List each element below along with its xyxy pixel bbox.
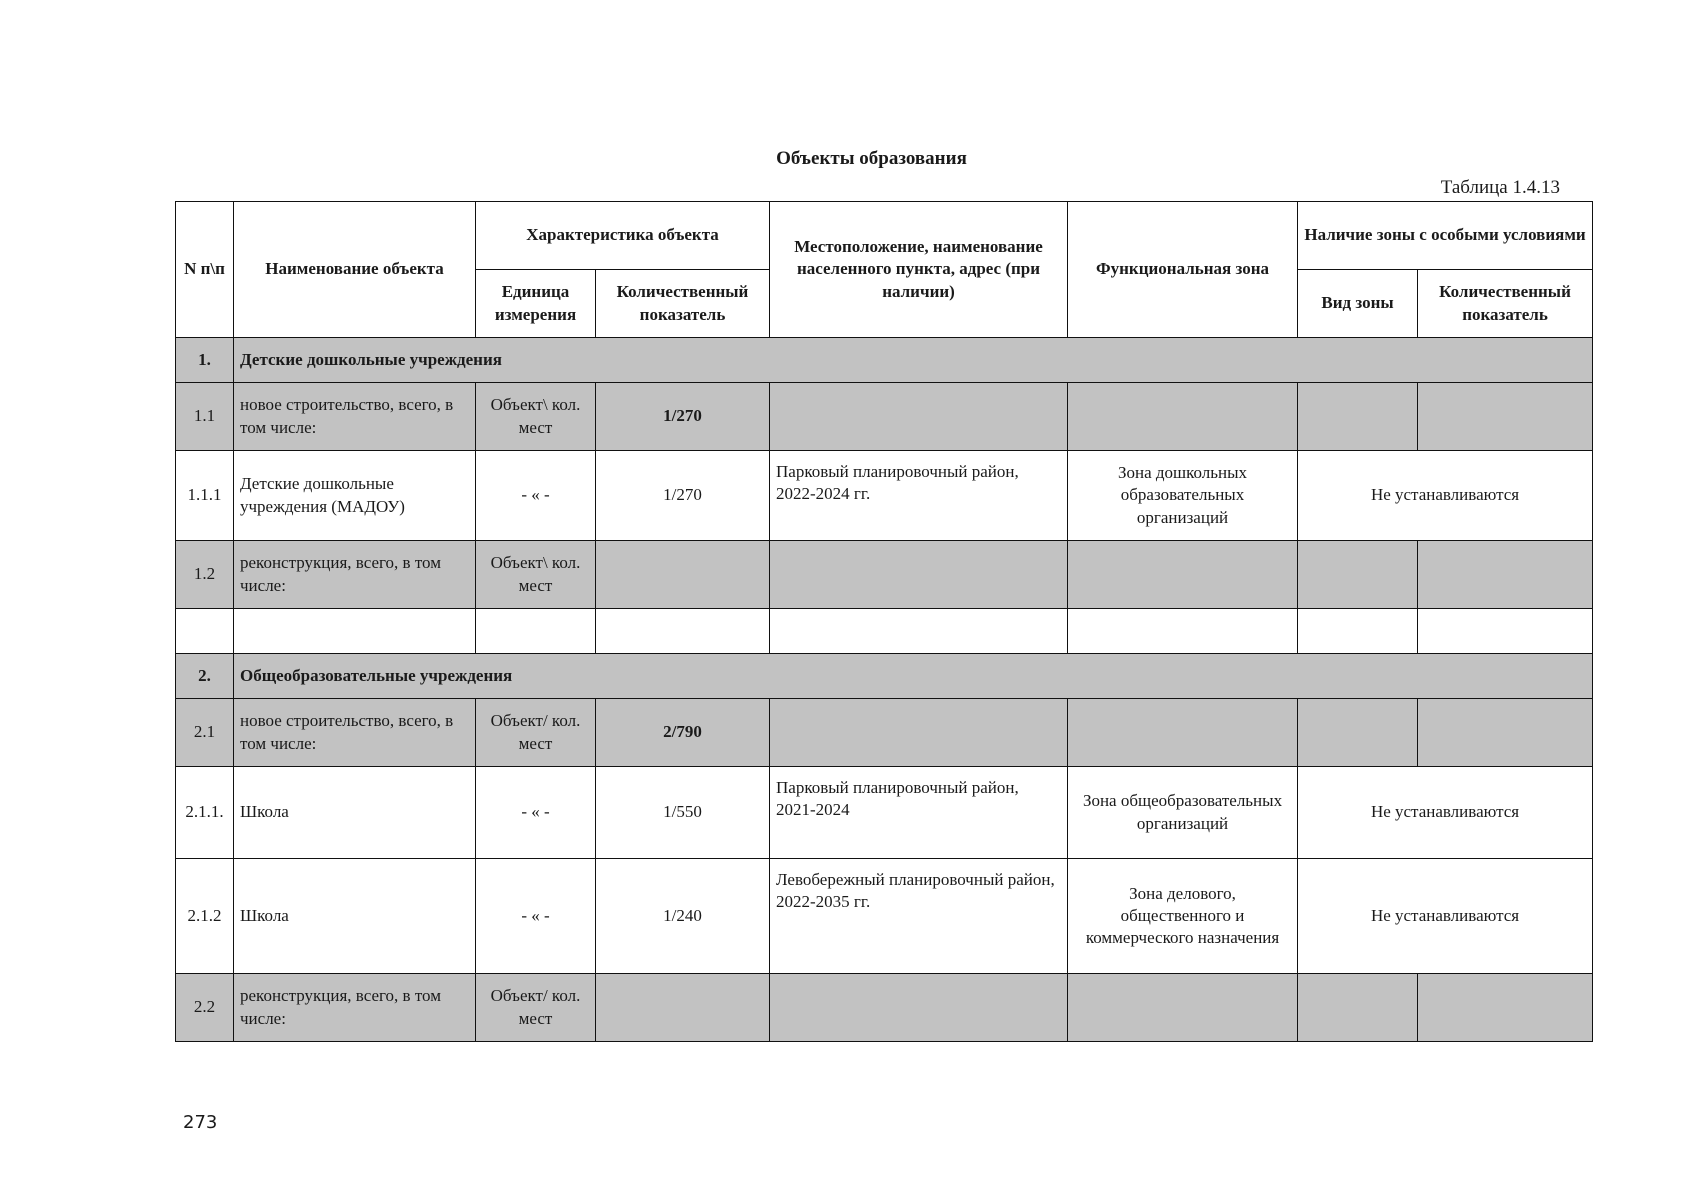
row-num: 2.2 — [176, 974, 234, 1042]
header-name: Наименование объекта — [234, 202, 476, 338]
row-name: реконструкция, всего, в том числе: — [234, 974, 476, 1042]
header-location: Местоположение, наименование населенного пункта, адрес (при наличии) — [770, 202, 1068, 338]
header-func-zone: Функциональная зона — [1068, 202, 1298, 338]
row-func-zone: Зона дошкольных образовательных организаций — [1068, 451, 1298, 541]
table-row — [176, 974, 1593, 1042]
row-num: 2.1.1. — [176, 767, 234, 859]
row-quantity: 1/550 — [596, 767, 770, 859]
header-unit: Единица измерения — [476, 270, 596, 338]
section-row — [176, 338, 1593, 383]
section-name: Общеобразовательные учреждения — [234, 654, 1593, 699]
table-number: Таблица 1.4.13 — [1440, 177, 1560, 198]
header-quantity: Количественный показатель — [596, 270, 770, 338]
row-unit: Объект\ кол. мест — [476, 383, 596, 451]
table-row — [176, 767, 1593, 859]
section-num: 2. — [176, 654, 234, 699]
table-row — [176, 699, 1593, 767]
row-unit: - « - — [476, 859, 596, 974]
row-special-zone: Не устанавливаются — [1298, 859, 1593, 974]
row-name: Школа — [234, 859, 476, 974]
section-num: 1. — [176, 338, 234, 383]
row-quantity: 1/240 — [596, 859, 770, 974]
table-row — [176, 451, 1593, 541]
row-quantity — [596, 541, 770, 609]
row-name: новое строительство, всего, в том числе: — [234, 699, 476, 767]
empty-row — [176, 609, 1593, 654]
table-row — [176, 859, 1593, 974]
education-objects-table — [175, 201, 1593, 1042]
row-num: 2.1.2 — [176, 859, 234, 974]
row-special-zone: Не устанавливаются — [1298, 451, 1593, 541]
header-special-zone: Наличие зоны с особыми условиями — [1298, 202, 1593, 270]
row-quantity: 2/790 — [596, 699, 770, 767]
row-name: Школа — [234, 767, 476, 859]
header-num: N п\п — [176, 202, 234, 338]
row-name: реконструкция, всего, в том числе: — [234, 541, 476, 609]
row-location: Левобережный планировочный район, 2022-2035 гг. — [770, 859, 1068, 974]
row-quantity: 1/270 — [596, 383, 770, 451]
header-characteristic: Характеристика объекта — [476, 202, 770, 270]
table-row — [176, 541, 1593, 609]
row-location: Парковый планировочный район, 2021-2024 — [770, 767, 1068, 859]
row-func-zone: Зона делового, общественного и коммерческого назначения — [1068, 859, 1298, 974]
row-quantity — [596, 974, 770, 1042]
row-quantity: 1/270 — [596, 451, 770, 541]
page-number: 273 — [183, 1112, 218, 1133]
row-num: 1.1.1 — [176, 451, 234, 541]
row-unit: - « - — [476, 767, 596, 859]
row-unit: Объект/ кол. мест — [476, 699, 596, 767]
section-row — [176, 654, 1593, 699]
row-unit: - « - — [476, 451, 596, 541]
row-name: новое строительство, всего, в том числе: — [234, 383, 476, 451]
row-unit: Объект\ кол. мест — [476, 541, 596, 609]
row-name: Детские дошкольные учреждения (МАДОУ) — [234, 451, 476, 541]
row-location: Парковый планировочный район, 2022-2024 гг. — [770, 451, 1068, 541]
document-title: Объекты образования — [776, 148, 967, 169]
header-zone-type: Вид зоны — [1298, 270, 1418, 338]
table-row — [176, 383, 1593, 451]
row-special-zone: Не устанавливаются — [1298, 767, 1593, 859]
row-func-zone: Зона общеобразовательных организаций — [1068, 767, 1298, 859]
row-num: 1.2 — [176, 541, 234, 609]
row-num: 1.1 — [176, 383, 234, 451]
section-name: Детские дошкольные учреждения — [234, 338, 1593, 383]
row-unit: Объект/ кол. мест — [476, 974, 596, 1042]
row-num: 2.1 — [176, 699, 234, 767]
header-zone-quantity: Количественный показатель — [1418, 270, 1593, 338]
